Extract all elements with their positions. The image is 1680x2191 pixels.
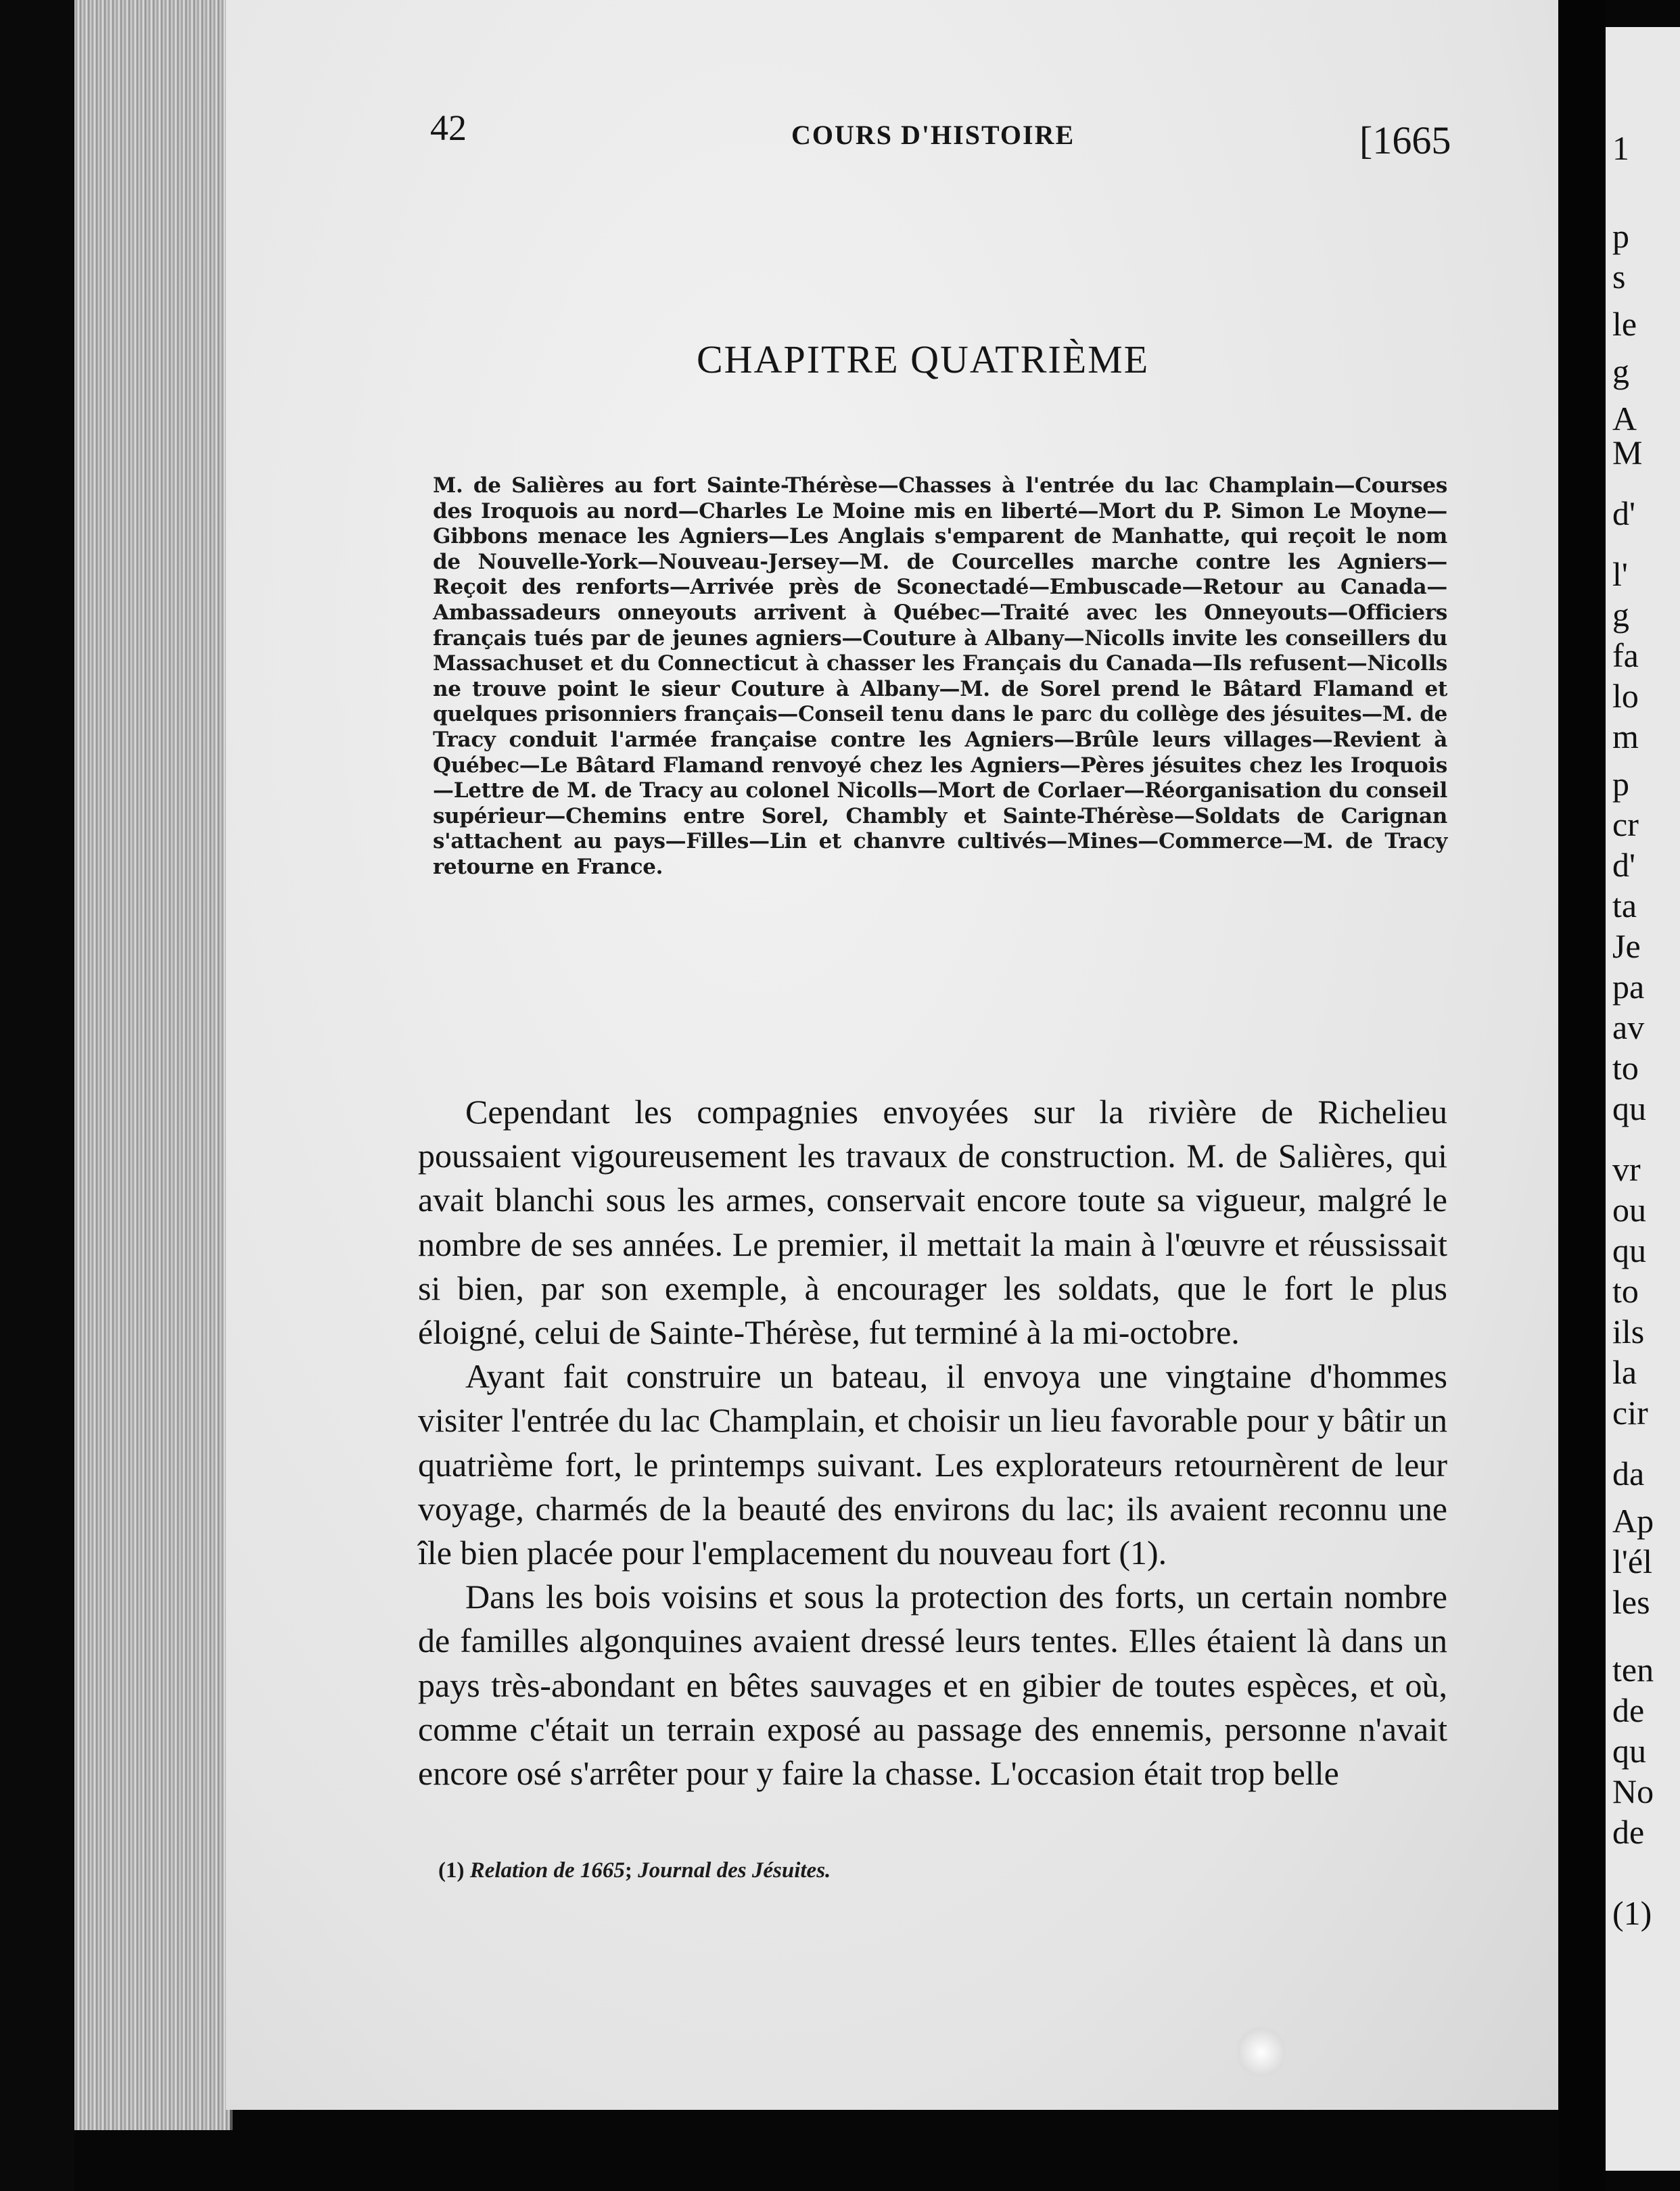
facing-page-fragment: ils (1612, 1313, 1645, 1350)
facing-page-fragment: da (1612, 1455, 1645, 1492)
facing-page-fragment: de (1612, 1813, 1645, 1851)
facing-page-fragment: la (1612, 1353, 1637, 1391)
footnote-separator: ; (624, 1858, 632, 1883)
facing-page-fragment: pa (1612, 968, 1645, 1006)
facing-page-fragment: g (1612, 596, 1629, 634)
facing-page-fragment: qu (1612, 1231, 1646, 1269)
facing-page-fragment: qu (1612, 1732, 1646, 1770)
facing-page-fragment: vr (1612, 1150, 1641, 1188)
facing-page-fragment: lo (1612, 677, 1639, 715)
page-number: 42 (430, 108, 467, 148)
facing-page-fragment: 1 (1612, 129, 1629, 167)
facing-page-fragment: qu (1612, 1089, 1646, 1127)
facing-page-fragment: av (1612, 1008, 1645, 1046)
facing-page-fragment: le (1612, 305, 1637, 343)
facing-page-fragment: fa (1612, 636, 1639, 674)
facing-page-fragment: les (1612, 1583, 1650, 1621)
paragraph: Cependant les compagnies envoyées sur la rivière de Richelieu poussaient vigoureusement les travaux de construction. M. de Salières, qui avait blanchi sous les armes, conservait encore toute sa vigueur, malgré le nombre de ses années. Le premier, il mettait la main à l'œuvre et réussissait si bien, par son exemple, à encourager les soldats, que le fort le plus éloigné, celui de Sainte-Thérèse, fut terminé à la mi-octobre. (418, 1093, 1447, 1352)
chapter-summary: M. de Salières au fort Sainte-Thérèse—Chasses à l'entrée du lac Champlain—Courses des Iroquois au nord—Charles Le Moine mis en liberté—Mort du P. Simon Le Moyne—Gibbons menace les Agniers—Les Anglais s'emparent de Manhatte, qui reçoit le nom de Nouvelle-York—Nouveau-Jersey—M. de Courcelles marche contre les Agniers—Reçoit des renforts—Arrivée près de Sconectadé—Embuscade—Retour au Canada—Ambassadeurs onneyouts arrivent à Québec—Traité avec les Onneyouts—Officiers français tués par de jeunes agniers—Couture à Albany—Nicolls invite les conseillers du Massachuset et du Connecticut à chasser les Français du Canada—Ils refusent—Nicolls ne trouve point le sieur Couture à Albany—M. de Sorel prend le Bâtard Flamand et quelques prisonniers français—Conseil tenu dans le parc du collège des jésuites—M. de Tracy conduit l'armée française contre les Agniers—Brûle leurs villages—Revient à Québec—Le Bâtard Flamand renvoyé chez les Agniers—Pères jésuites chez les Iroquois—Lettre de M. de Tracy au colonel Nicolls—Mort de Corlaer—Réorganisation du conseil supérieur—Chemins entre Sorel, Chambly et Sainte-Thérèse—Soldats de Carignan s'attachent au pays—Filles—Lin et chanvre cultivés—Mines—Commerce—M. de Tracy retourne en France. (433, 473, 1447, 879)
facing-page-fragment: ou (1612, 1191, 1646, 1229)
scanner-background (0, 0, 74, 2191)
page-edges (74, 0, 233, 2130)
facing-page-fragment: M (1612, 433, 1643, 471)
facing-page-fragment: m (1612, 717, 1639, 755)
body-text (418, 1090, 1447, 1795)
facing-page-fragment: cr (1612, 805, 1639, 843)
book-gutter (1558, 0, 1606, 2191)
facing-page-fragment: d' (1612, 494, 1636, 532)
facing-page-fragment: Je (1612, 927, 1641, 965)
facing-page-fragment: p (1612, 765, 1629, 803)
facing-page-fragment: (1) (1612, 1894, 1652, 1932)
footnote (438, 1858, 831, 1883)
facing-page-fragment: l' (1612, 555, 1628, 593)
chapter-title: CHAPITRE QUATRIÈME (697, 337, 1150, 381)
running-year: [1665 (1359, 118, 1451, 162)
facing-page-fragment: l'él (1612, 1542, 1652, 1580)
facing-page-fragment: g (1612, 352, 1629, 390)
running-title: COURS D'HISTOIRE (791, 120, 1075, 150)
paragraph: Ayant fait construire un bateau, il envoya une vingtaine d'hommes visiter l'entrée du lac Champlain, et choisir un lieu favorable pour y bâtir un quatrième fort, le printemps suivant. Les explorateurs retournèrent de leur voyage, charmés de la beauté des environs du lac; ils avaient reconnu une île bien placée pour l'emplacement du nouveau fort (1). (418, 1357, 1447, 1572)
facing-page-fragment: ten (1612, 1651, 1654, 1689)
facing-page-fragment: de (1612, 1691, 1645, 1729)
facing-page-edge (1606, 27, 1680, 2171)
facing-page-fragment: A (1612, 400, 1637, 438)
footnote-source-journal: Journal des Jésuites. (638, 1858, 831, 1883)
facing-page-fragment: ta (1612, 887, 1637, 924)
facing-page-fragment: to (1612, 1272, 1639, 1310)
paragraph: Dans les bois voisins et sous la protection des forts, un certain nombre de familles algonquines avaient dressé leurs tentes. Elles étaient là dans un pays très-abondant en bêtes sauvages et en gibier de toutes espèces, et où, comme c'était un terrain exposé au passage des ennemis, personne n'avait encore osé s'arrêter pour y faire la chasse. L'occasion était trop belle (418, 1578, 1447, 1793)
paper-smudge (1238, 2022, 1285, 2083)
footnote-number: (1) (438, 1858, 465, 1883)
facing-page-fragment: to (1612, 1049, 1639, 1087)
facing-page-fragment: p (1612, 217, 1629, 255)
facing-page-fragment: No (1612, 1772, 1654, 1810)
facing-page-fragment: s (1612, 258, 1626, 296)
facing-page-fragment: d' (1612, 846, 1636, 884)
footnote-source-relation: Relation de 1665 (469, 1858, 625, 1883)
facing-page-fragment: cir (1612, 1394, 1648, 1432)
facing-page-fragment: Ap (1612, 1502, 1654, 1540)
